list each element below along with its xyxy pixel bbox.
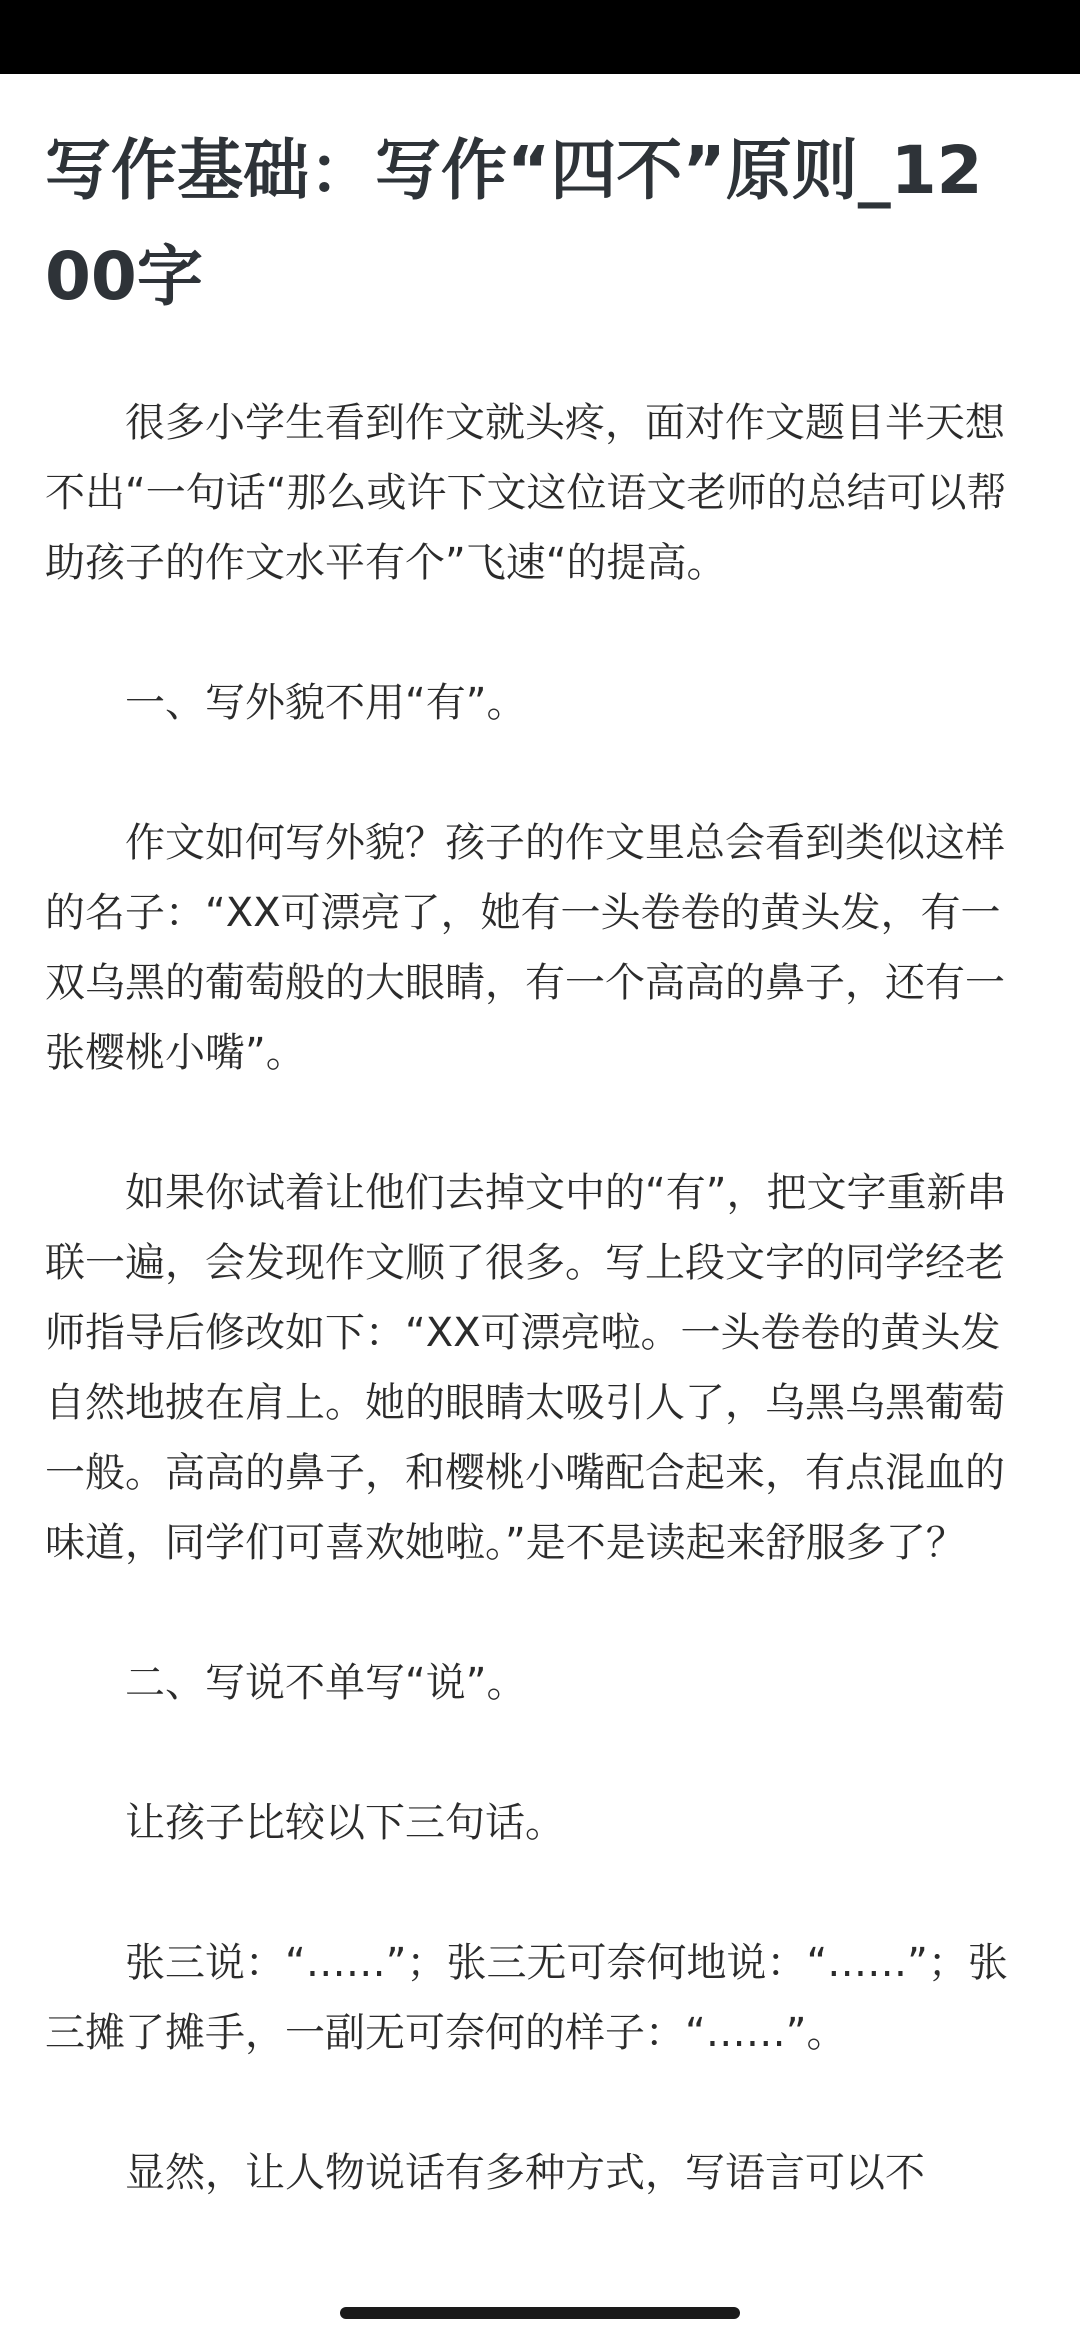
paragraph: 张三说：“……”；张三无可奈何地说：“……”；张三摊了摊手，一副无可奈何的样子：“……”。 [45,1940,1008,2056]
paragraph-intro: 很多小学生看到作文就头疼，面对作文题目半天想不出“一句话“那么或许下文这位语文老师的总结可以帮助孩子的作文水平有个”飞速“的提高。 [45,400,1007,586]
article [45,118,1020,2278]
status-bar [0,0,1080,74]
paragraph: 作文如何写外貌？孩子的作文里总会看到类似这样的名子：“XX可漂亮了，她有一头卷卷的黄头发，有一双乌黑的葡萄般的大眼睛，有一个高高的鼻子，还有一张樱桃小嘴”。 [45,820,1005,1076]
article-title: 写作基础：写作“四不”原则_1200字 [45,132,983,315]
home-indicator[interactable] [340,2307,740,2319]
paragraph-heading-1: 一、写外貌不用“有”。 [125,680,527,726]
paragraph-heading-2: 二、写说不单写“说”。 [125,1660,527,1706]
paragraph: 如果你试着让他们去掉文中的“有”，把文字重新串联一遍，会发现作文顺了很多。写上段文字的同学经老师指导后修改如下：“XX可漂亮啦。一头卷卷的黄头发自然地披在肩上。她的眼睛太吸引人了，乌黑乌黑葡萄一般。高高的鼻子，和樱桃小嘴配合起来，有点混血的味道，同学们可喜欢她啦。”是不是读起来舒服多了？ [45,1170,1007,1566]
paragraph: 显然，让人物说话有多种方式，写语言可以不 [125,2150,925,2196]
article-body [45,388,1020,2208]
paragraph: 让孩子比较以下三句话。 [125,1800,565,1846]
